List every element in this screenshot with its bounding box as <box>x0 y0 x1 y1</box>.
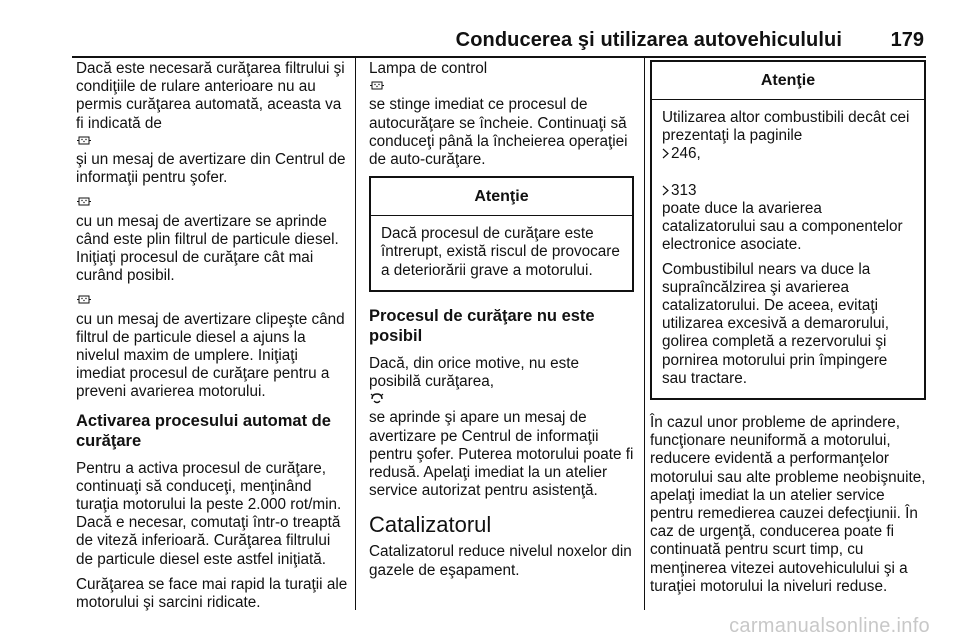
triangle-ref-icon <box>662 182 669 200</box>
warning-text: Dacă procesul de curăţare este întrerupt, există riscul de provocare a deteriorării grave a motorului. <box>381 225 620 279</box>
warning-box-title: Atenţie <box>371 178 632 216</box>
paragraph: În cazul unor probleme de aprindere, funcţionare neuniformă a motorului, reducere evidentă a performanţelor motorului sau alte probleme neobişnuite, apelaţi imediat la un atelier service pentru remedierea cauzei defecţiunii. În caz de urgenţă, conducerea poate fi continuată pentru scurt timp, cu menţinerea vitezei autovehiculului şi a turaţiei motorului la niveluri reduse. <box>650 414 926 595</box>
column-divider-2 <box>644 58 645 610</box>
dpf-filter-icon <box>77 195 91 208</box>
section-heading: Activarea procesului automat de curăţare <box>76 411 331 450</box>
warning-box <box>369 176 634 292</box>
dpf-filter-icon <box>370 79 384 92</box>
paragraph: Pentru a activa procesul de curăţare, continuaţi să conduceţi, menţinând turaţia motorului la peste 2.000 rot/min. Dacă e necesar, comutaţi într-o treaptă de viteză inferioară. Curăţarea filtrului de particule diesel este astfel iniţiată. <box>76 459 342 568</box>
paragraph: cu un mesaj de avertizare se aprinde când este plin filtrul de particule diesel. Iniţiaţi procesul de curăţare cât mai curând posibil. <box>76 194 348 285</box>
page-header <box>0 0 960 58</box>
page-reference-link[interactable]: 313 <box>671 181 697 199</box>
page-number: 179 <box>890 29 924 51</box>
dpf-filter-icon <box>77 293 91 306</box>
triangle-ref-icon <box>662 145 669 163</box>
section-title: Catalizatorul <box>369 512 492 538</box>
paragraph: Dacă, din orice motive, nu este posibilă curăţarea, se aprinde şi apare un mesaj de avertizare pe Centrul de informaţii pentru şofer. Puterea motorului poate fi redusă. Apelaţi imediat la un atelier service autorizat pentru asistenţă. <box>369 354 634 500</box>
column-divider-1 <box>355 58 356 610</box>
dpf-filter-icon <box>77 134 91 147</box>
paragraph: Dacă este necesară curăţarea filtrului şi condiţiile de rulare anterioare nu au permis curăţarea automată, aceasta va fi indicată de şi un mesaj de avertizare din Centrul de informaţii pentru şofer. <box>76 60 346 187</box>
page-reference-link[interactable]: 246, <box>671 145 701 163</box>
section-heading: Procesul de curăţare nu este posibil <box>369 306 595 345</box>
paragraph: Lampa de control se stinge imediat ce procesul de autocurăţare se încheie. Continuaţi să conduceţi până la încheierea operaţiei de auto-curăţare. <box>369 60 628 169</box>
paragraph: Catalizatorul reduce nivelul noxelor din gazele de eşapament. <box>369 543 632 579</box>
column-3 <box>650 60 926 603</box>
running-title: Conducerea şi utilizarea autovehiculului <box>455 29 842 51</box>
column-2 <box>369 60 634 587</box>
warning-box-title: Atenţie <box>652 62 924 100</box>
warning-box <box>650 60 926 400</box>
paragraph: cu un mesaj de avertizare clipeşte când filtrul de particule diesel a ajuns la nivelul maxim de umplere. Iniţiaţi imediat procesul de curăţare pentru a preveni avarierea motorului. <box>76 292 348 401</box>
watermark-text: carmanualsonline.info <box>729 615 930 637</box>
header-rule <box>72 56 926 58</box>
warning-box-body <box>652 100 924 398</box>
paragraph: Curăţarea se face mai rapid la turaţii ale motorului şi sarcini ridicate. <box>76 575 348 612</box>
column-1 <box>76 60 348 619</box>
warning-text: Combustibilul nears va duce la supraîncălzirea şi avarierea catalizatorului. De aceea, evitaţi utilizarea excesivă a demarorului, golirea completă a rezervorului şi pornirea motorului prin împingere sau tractare. <box>662 260 890 387</box>
glow-plug-icon <box>370 392 384 405</box>
warning-text: Utilizarea altor combustibili decât cei prezentaţi la paginile 246, 313 poate duce la avarierea catalizatorului sau a componentelor electronice asociate. <box>662 109 910 254</box>
warning-box-body <box>371 216 632 290</box>
